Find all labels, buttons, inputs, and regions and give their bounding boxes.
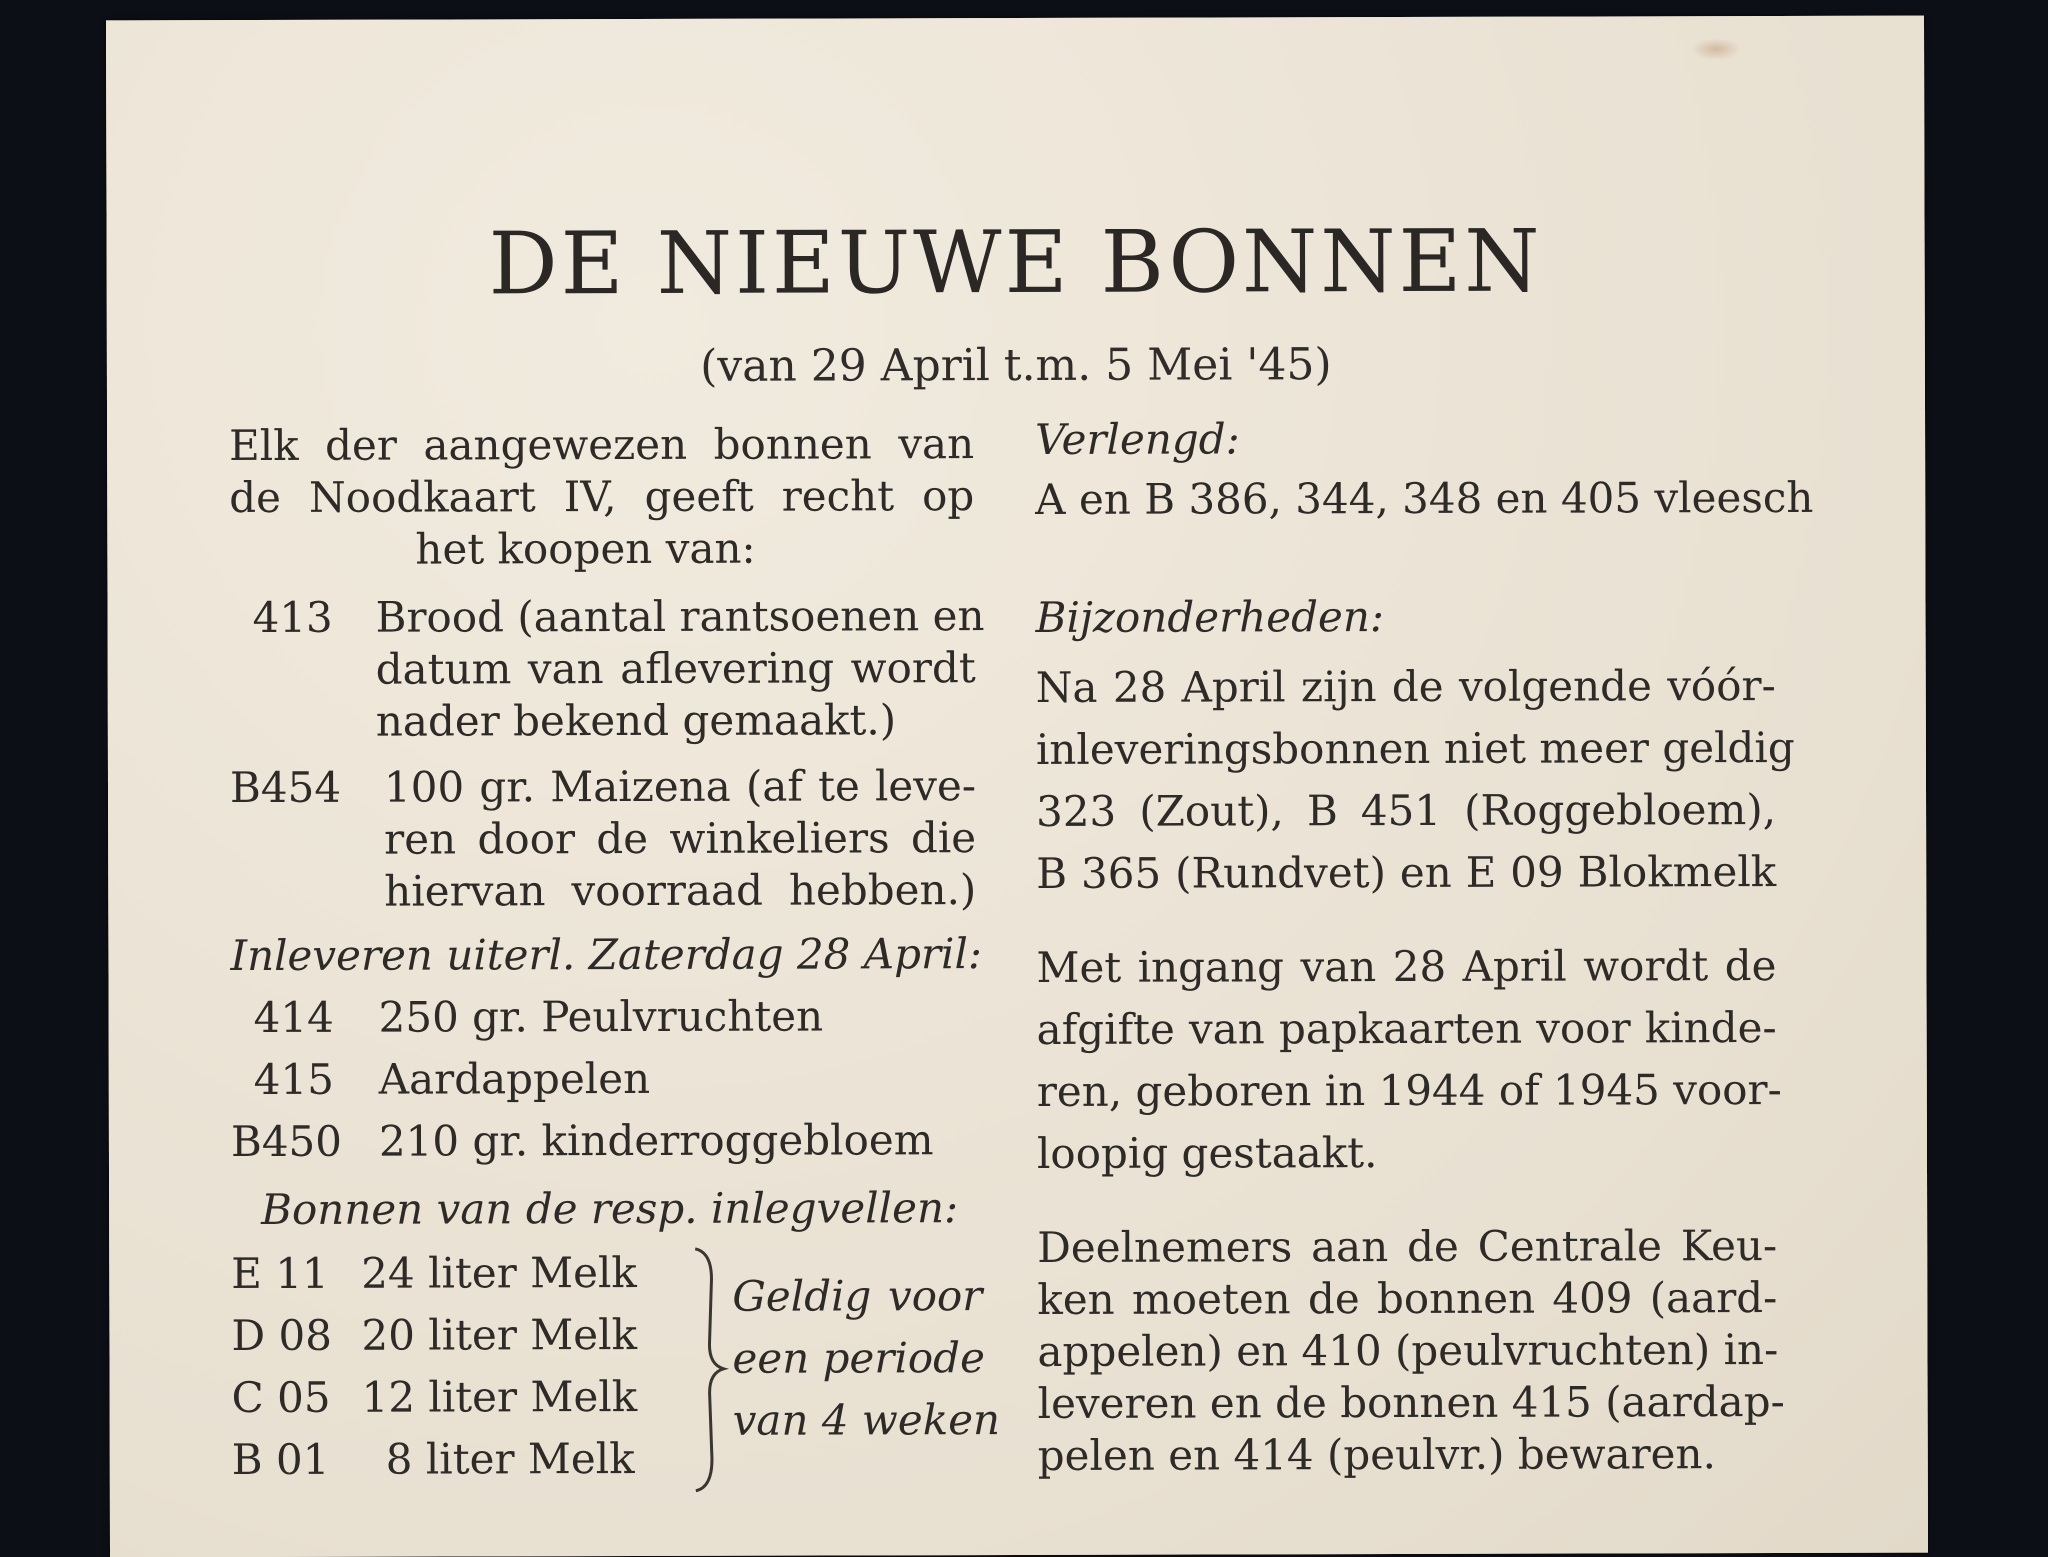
para2-line-2: afgifte van papkaarten voor kinde- (1036, 1003, 1777, 1054)
para3-line-1: Deelnemers aan de Centrale Keu- (1037, 1221, 1778, 1272)
para2-line-3: ren, geboren in 1944 of 1945 voor- (1036, 1064, 1782, 1116)
deadline-heading: Inleveren uiterl. Zaterdag 28 April: (230, 929, 983, 981)
milk-code-d08: D 08 (231, 1310, 332, 1361)
item-b454-line-3: hiervan voorraad hebben.) (384, 865, 977, 916)
para2-line-1: Met ingang van 28 April wordt de (1036, 941, 1777, 992)
intro-line-2: de Noodkaart IV, geeft recht op (229, 471, 975, 523)
item-code-413: 413 (252, 592, 333, 643)
milk-code-c05: C 05 (231, 1372, 331, 1423)
para3-line-2: ken moeten de bonnen 409 (aard- (1037, 1273, 1778, 1324)
deadline-text-414: 250 gr. Peulvruchten (378, 991, 824, 1042)
extended-heading: Verlengd: (1035, 414, 1240, 464)
milk-code-e11: E 11 (231, 1248, 329, 1299)
para1-line-4: B 365 (Rundvet) en E 09 Blokmelk (1036, 847, 1777, 898)
validity-line-2: een periode (732, 1333, 985, 1383)
sheets-heading: Bonnen van de resp. inlegvellen: (261, 1183, 959, 1234)
deadline-code-414: 414 (253, 992, 334, 1042)
intro-line-1: Elk der aangewezen bonnen van (229, 419, 975, 471)
item-b454-line-1: 100 gr. Maizena (af te leve- (383, 761, 977, 812)
item-413-line-3: nader bekend gemaakt.) (375, 695, 897, 746)
deadline-code-415: 415 (253, 1054, 335, 1104)
deadline-text-415: Aardappelen (378, 1053, 651, 1104)
milk-code-b01: B 01 (231, 1434, 330, 1485)
ration-notice-card (106, 16, 1928, 1557)
para3-line-4: leveren en de bonnen 415 (aardap- (1037, 1376, 1785, 1428)
para1-line-1: Na 28 April zijn de volgende vóór- (1035, 661, 1776, 712)
para1-line-2: inleveringsbonnen niet meer geldig (1035, 722, 1795, 774)
milk-text-c05: 12 liter Melk (361, 1371, 638, 1422)
item-413-line-2: datum van aflevering wordt (375, 643, 976, 694)
deadline-code-b450: B450 (230, 1116, 343, 1167)
deadline-text-b450: 210 gr. kinderroggebloem (378, 1115, 934, 1166)
milk-brace (677, 1245, 738, 1495)
milk-text-e11: 24 liter Melk (361, 1247, 637, 1298)
item-code-b454: B454 (229, 762, 342, 813)
para2-line-4: loopig gestaakt. (1036, 1128, 1378, 1178)
validity-line-1: Geldig voor (732, 1271, 983, 1321)
milk-text-b01: 8 liter Melk (385, 1434, 635, 1484)
validity-line-3: van 4 weken (732, 1395, 1001, 1445)
item-b454-line-2: ren door de winkeliers die (384, 813, 977, 864)
page-subtitle: (van 29 April t.m. 5 Mei '45) (700, 339, 1332, 392)
item-413-line-1: Brood (aantal rantsoenen en (375, 591, 985, 642)
paper-stain (1691, 38, 1741, 60)
milk-text-d08: 20 liter Melk (361, 1309, 638, 1360)
para3-line-5: pelen en 414 (peulvr.) bewaren. (1037, 1429, 1716, 1480)
para3-line-3: appelen) en 410 (peulvruchten) in- (1037, 1325, 1779, 1376)
page-title: DE NIEUWE BONNEN (488, 211, 1543, 315)
extended-text: A en B 386, 344, 348 en 405 vleesch (1035, 472, 1814, 524)
intro-line-3: het koopen van: (415, 523, 756, 574)
para1-line-3: 323 (Zout), B 451 (Roggebloem), (1036, 785, 1777, 836)
details-heading: Bijzonderheden: (1035, 592, 1385, 642)
